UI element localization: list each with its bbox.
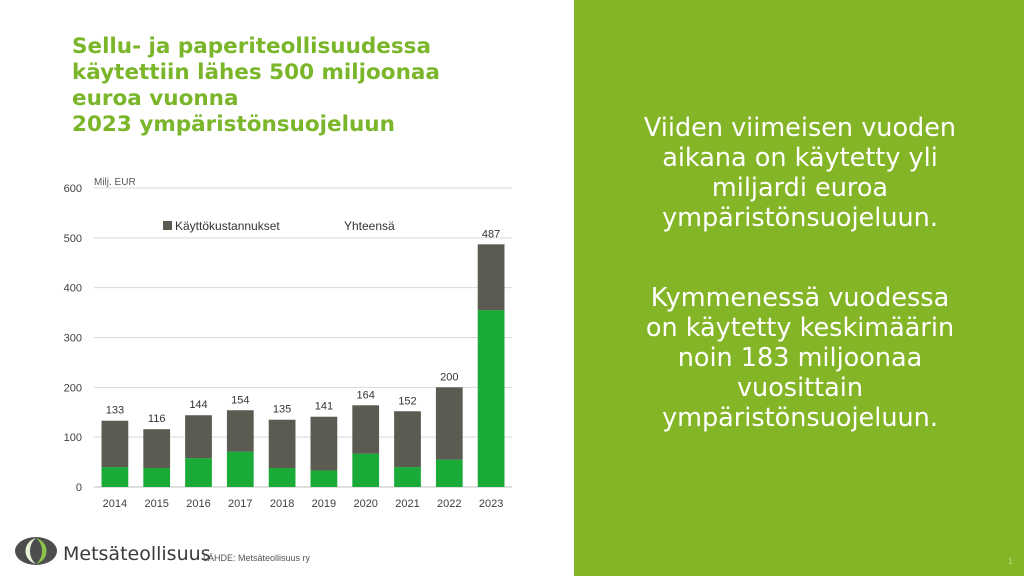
unit-label: Milj. EUR [94, 177, 136, 188]
bar-segment-operating-costs [227, 410, 254, 451]
bar-segment-operating-costs [311, 417, 338, 471]
y-tick-label: 500 [63, 232, 82, 245]
title-line: Sellu- ja paperiteollisuudessa [72, 34, 431, 59]
bar-segment-green [102, 467, 129, 487]
bar-segment-green [311, 471, 338, 487]
summary-line: ympäristönsuojeluun. [662, 203, 938, 233]
x-tick-label: 2017 [228, 498, 253, 510]
title-line: 2023 ympäristönsuojeluun [72, 112, 395, 137]
total-label: 152 [398, 395, 417, 408]
bar-segment-operating-costs [436, 387, 463, 459]
slide-title [72, 34, 512, 138]
x-tick-label: 2016 [186, 498, 211, 510]
bar-segment-green [227, 452, 254, 487]
legend-swatch [163, 221, 172, 230]
total-label: 164 [356, 389, 375, 402]
x-tick-label: 2023 [478, 498, 504, 510]
legend-swatch [332, 221, 341, 230]
total-label: 116 [147, 413, 166, 426]
summary-line: on käytetty keskimäärin [645, 313, 955, 343]
total-label: 200 [440, 371, 459, 384]
bar-segment-green [143, 468, 170, 487]
bar-segment-green [185, 458, 212, 487]
bar-segment-operating-costs [143, 429, 170, 468]
logo-wordmark: Metsäteollisuus [63, 543, 211, 565]
bar-segment-green [352, 454, 379, 487]
bar-segment-green [436, 460, 463, 487]
total-label: 154 [231, 394, 250, 407]
x-tick-label: 2021 [395, 498, 420, 510]
total-label: 141 [314, 400, 334, 413]
y-tick-label: 400 [63, 282, 82, 295]
summary-line: noin 183 miljoonaa [677, 343, 923, 373]
title-line: käytettiin lähes 500 miljoonaa [72, 60, 440, 85]
y-tick-label: 0 [75, 482, 82, 494]
bar-segment-operating-costs [269, 420, 296, 468]
summary-line: Viiden viimeisen vuoden [643, 113, 957, 143]
y-tick-label: 100 [63, 432, 82, 445]
bar-segment-green [394, 467, 421, 487]
y-tick-label: 300 [63, 332, 82, 345]
bar-segment-operating-costs [185, 415, 212, 458]
total-label: 133 [105, 404, 125, 417]
total-label: 135 [272, 403, 292, 416]
bar-segment-green [478, 310, 505, 487]
title-line: euroa vuonna [72, 86, 239, 111]
legend-label: Yhteensä [344, 219, 395, 233]
total-label: 487 [481, 228, 501, 241]
y-tick-label: 200 [63, 382, 82, 395]
summary-line: miljardi euroa [711, 173, 889, 203]
x-tick-label: 2014 [102, 498, 128, 510]
x-tick-label: 2015 [144, 498, 169, 510]
x-tick-label: 2022 [437, 498, 462, 510]
source-note: LÄHDE: Metsäteollisuus ry [203, 553, 311, 563]
bar-segment-green [269, 468, 296, 487]
y-tick-label: 600 [63, 183, 82, 195]
x-tick-label: 2018 [269, 498, 295, 510]
summary-line: Kymmenessä vuodessa [650, 283, 950, 313]
bar-segment-operating-costs [352, 405, 379, 453]
summary-paragraph-1 [610, 113, 990, 233]
bar-segment-operating-costs [478, 244, 505, 310]
summary-line: ympäristönsuojeluun. [662, 403, 938, 433]
page-number: 1 [1008, 556, 1014, 566]
total-label: 144 [189, 399, 208, 412]
x-tick-label: 2019 [311, 498, 337, 510]
legend-label: Käyttökustannukset [175, 219, 280, 233]
stacked-bar-chart [0, 170, 574, 530]
bar-segment-operating-costs [394, 411, 421, 467]
summary-line: aikana on käytetty yli [662, 143, 938, 173]
bar-segment-operating-costs [102, 421, 129, 467]
x-tick-label: 2020 [353, 498, 378, 510]
summary-line: vuosittain [736, 373, 864, 403]
summary-paragraph-2 [610, 283, 990, 433]
metsateollisuus-logo-icon [14, 536, 58, 566]
